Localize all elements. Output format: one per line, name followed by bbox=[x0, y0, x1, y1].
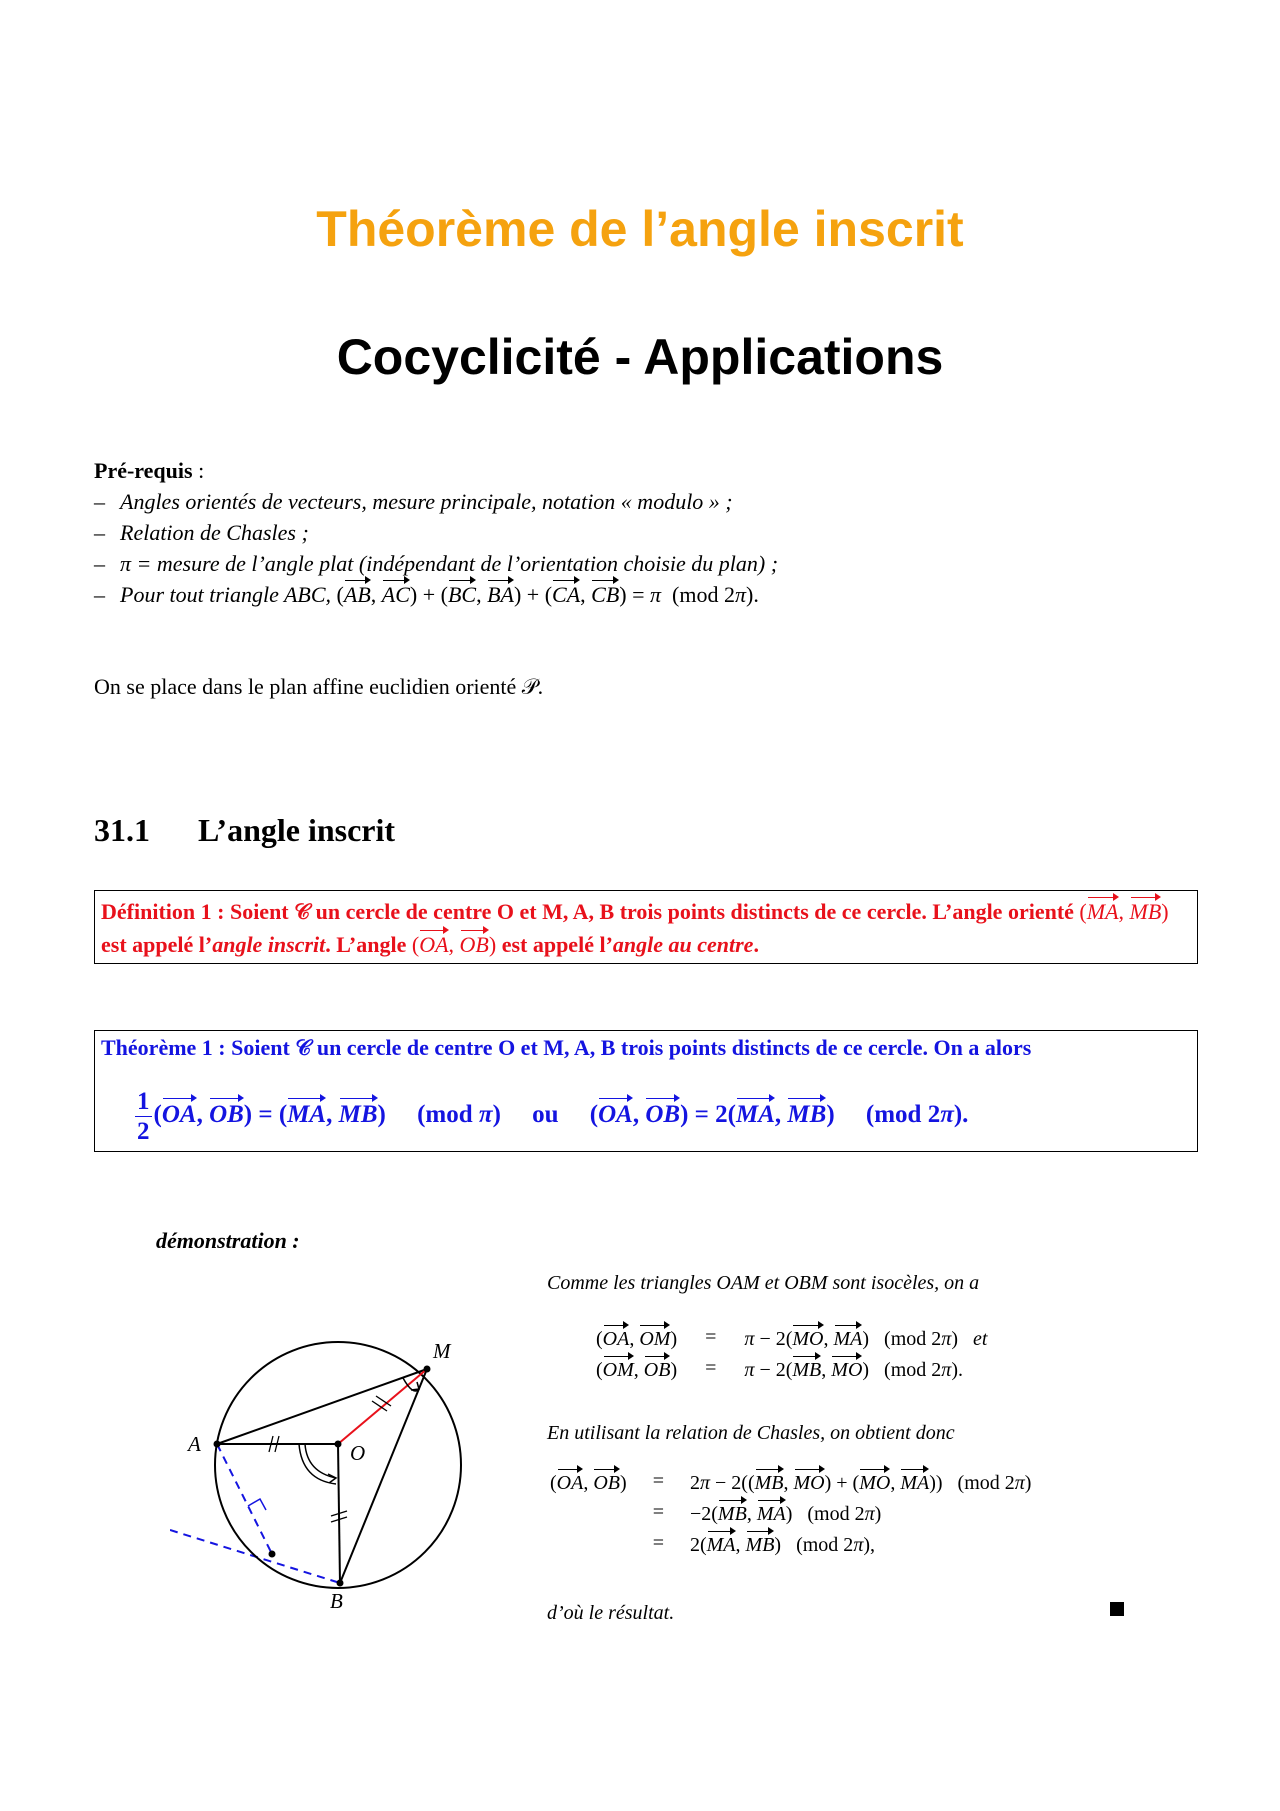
demo-heading: démonstration : bbox=[156, 1228, 300, 1253]
radius-OM bbox=[338, 1369, 427, 1444]
intro-text: On se place dans le plan affine euclidien orienté 𝒫. bbox=[94, 674, 544, 699]
demo-equations-2: (OA, OB) = 2π − 2((MB, MO) + (MO, MA)) (mod 2π) = −2(MB, MA) (mod 2π) = 2(MA, MB) (mod 2π), bbox=[544, 1466, 1037, 1559]
tangent-construction bbox=[170, 1444, 340, 1583]
triangle-angle-sum-formula: (AB, AC) + (BC, BA) + (CA, CB) = π (mod 2π). bbox=[337, 582, 759, 607]
prereq-item: – Relation de Chasles ; bbox=[94, 520, 309, 545]
eq3-lhs: (OA, OB) bbox=[544, 1466, 633, 1497]
qed-square-icon bbox=[1110, 1602, 1124, 1616]
demo-line-2: En utilisant la relation de Chasles, on obtient donc bbox=[547, 1422, 955, 1444]
eq4-rhs: −2(MB, MA) (mod 2π) bbox=[684, 1497, 1038, 1528]
label-B: B bbox=[330, 1589, 343, 1613]
page-subtitle: Cocyclicité - Applications bbox=[336, 329, 944, 385]
theorem-box: Théorème 1 : Soient 𝒞 un cercle de centre O et M, A, B trois points distincts de ce cercle. On a alors $\frac{1}{2}$ (OA, OB) = (MA, MB) (mod π) ou (OA, OB) = 2(MA, MB) (mod 2π). bbox=[94, 1030, 1198, 1152]
prereq-item: – Angles orientés de vecteurs, mesure principale, notation « modulo » ; bbox=[94, 489, 733, 514]
points bbox=[214, 1366, 431, 1587]
page-title: Théorème de l’angle inscrit bbox=[316, 201, 964, 257]
term-angle-inscrit: angle inscrit bbox=[212, 932, 326, 957]
angle-centre-formula: (OA, OB) bbox=[412, 932, 496, 957]
demo-line-1: Comme les triangles OAM et OBM sont isocèles, on a bbox=[547, 1272, 980, 1294]
eq5-rhs: 2(MA, MB) (mod 2π), bbox=[684, 1528, 1038, 1559]
inscribed-angle-figure bbox=[170, 1300, 490, 1620]
angle-inscrit-formula: (MA, MB) bbox=[1079, 899, 1168, 924]
definition-box: Définition 1 : Soient 𝒞 un cercle de centre O et M, A, B trois points distincts de ce cercle. L’angle orienté (MA, MB) est appelé l’angle inscrit. L’angle (OA, OB) est appelé l’angle au centre. bbox=[94, 890, 1198, 964]
label-M: M bbox=[433, 1339, 451, 1363]
eq2-rhs: π − 2(MB, MO) (mod 2π). bbox=[738, 1353, 993, 1384]
term-angle-centre: angle au centre bbox=[612, 932, 754, 957]
label-A: A bbox=[188, 1432, 201, 1456]
demo-equations-1: (OA, OM) = π − 2(MO, MA) (mod 2π) et (OM, OB) = π − 2(MB, MO) (mod 2π). bbox=[590, 1322, 993, 1384]
demo-conclusion: d’où le résultat. bbox=[547, 1602, 675, 1624]
prereq-item: – π = mesure de l’angle plat (indépendant de l’orientation choisie du plan) ; bbox=[94, 551, 779, 576]
prereq-item: – Pour tout triangle ABC, (AB, AC) + (BC, BA) + (CA, CB) = π (mod 2π). bbox=[94, 579, 778, 610]
prerequisites-label: Pré-requis bbox=[94, 458, 193, 483]
label-O: O bbox=[350, 1441, 366, 1465]
section-heading: 31.1 L’angle inscrit bbox=[94, 812, 396, 848]
eq3-rhs: 2π − 2((MB, MO) + (MO, MA)) (mod 2π) bbox=[684, 1466, 1038, 1497]
theorem-formula: $\frac{1}{2}$ (OA, OB) = (MA, MB) (mod π) ou (OA, OB) = 2(MA, MB) (mod 2π). bbox=[137, 1088, 969, 1145]
eq2-lhs: (OM, OB) bbox=[590, 1353, 683, 1384]
eq1-lhs: (OA, OM) bbox=[590, 1322, 683, 1353]
theorem-label: Théorème 1 : bbox=[101, 1035, 226, 1060]
eq1-rhs: π − 2(MO, MA) (mod 2π) et bbox=[738, 1322, 993, 1353]
definition-label: Définition 1 : bbox=[101, 899, 225, 924]
prerequisites: Pré-requis : – Angles orientés de vecteurs, mesure principale, notation « modulo » ; – Relation de Chasles ; – π = mesure de l’angle plat (indépendant de l’orientation choisie du plan) ; – Pour tout triangle ABC, (AB, AC) + (BC, BA) + (CA, CB) = π (mod 2π). bbox=[94, 455, 778, 610]
